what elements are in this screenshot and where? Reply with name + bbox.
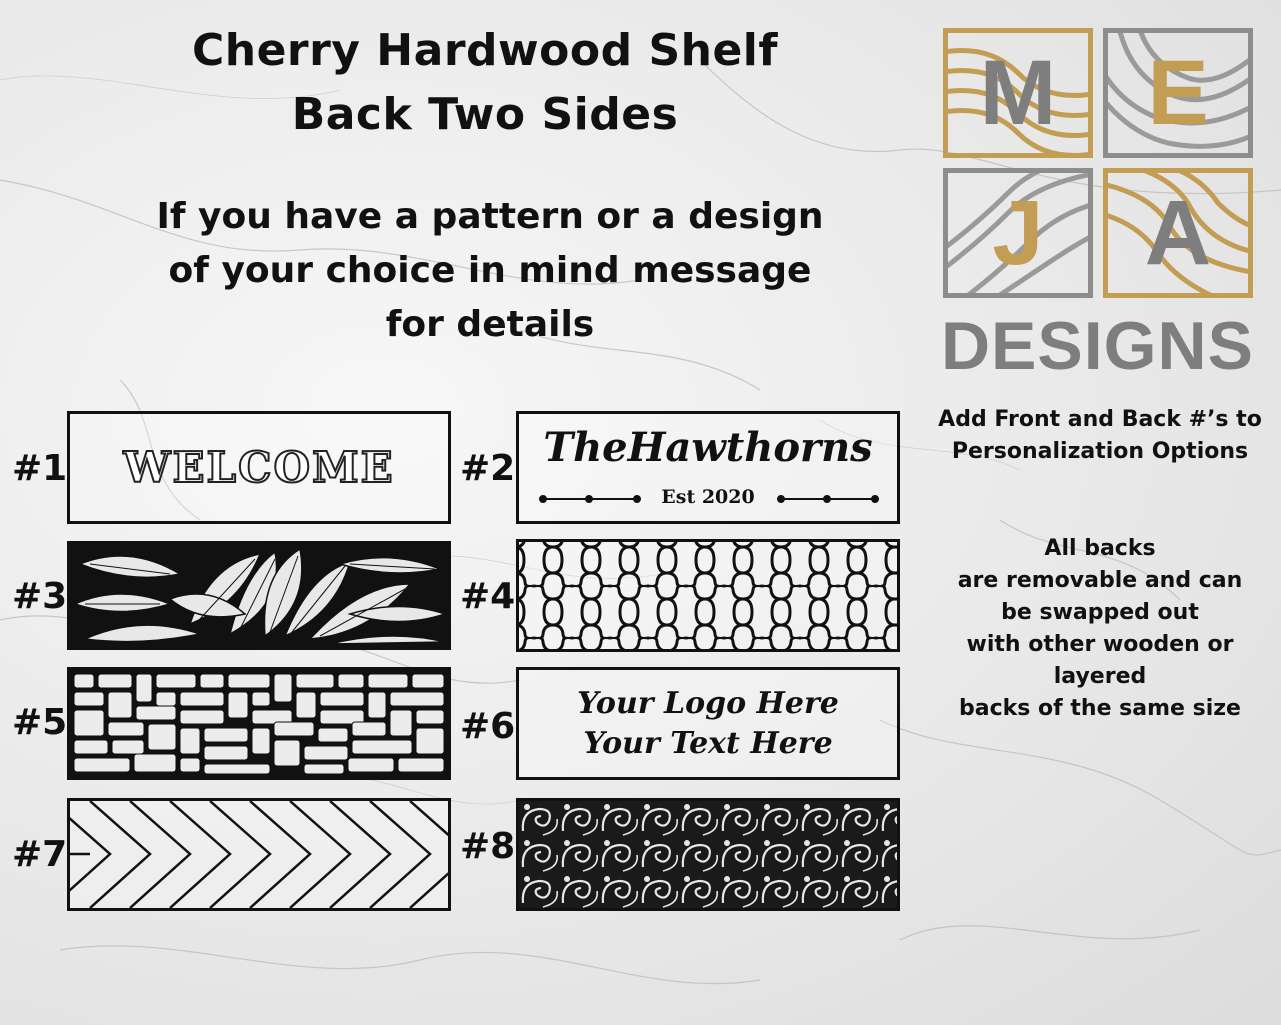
backs-line-3: be swapped out (1001, 600, 1199, 625)
welcome-text: WELCOME (123, 443, 395, 492)
message-line-2: of your choice in mind message (168, 250, 812, 291)
panel-number-4: #4 (460, 576, 516, 617)
logo-letter-m: M (979, 41, 1057, 144)
personalization-line-2: Personalization Options (951, 439, 1249, 464)
logo-tile-a (1103, 168, 1253, 298)
flower-pattern (70, 544, 448, 647)
backs-line-1: All backs (1044, 536, 1156, 561)
logo-letter-e: E (1147, 41, 1209, 144)
title-line-2: Back Two Sides (291, 89, 679, 140)
panel-family-name (516, 411, 900, 524)
text-placeholder-text: Your Text Here (583, 726, 833, 761)
panel-stone-pattern (67, 667, 451, 780)
logo-tile-m (943, 28, 1093, 158)
panel-number-5: #5 (12, 702, 68, 743)
message-line-1: If you have a pattern or a design (156, 196, 824, 237)
panel-welcome (67, 411, 451, 524)
logo-placeholder-text: Your Logo Here (577, 686, 839, 721)
meja-designs-logo (940, 25, 1260, 384)
backs-line-5: backs of the same size (959, 696, 1241, 721)
panel-filigree-pattern (516, 798, 900, 911)
personalization-line-1: Add Front and Back #’s to (938, 407, 1262, 432)
personalization-note (935, 404, 1265, 468)
panel-custom-logo (516, 667, 900, 780)
panel-number-1: #1 (12, 448, 68, 489)
herringbone-pattern (70, 801, 448, 908)
stone-pattern (70, 670, 448, 777)
backs-line-2: are removable and can (957, 568, 1243, 593)
family-name-text: TheHawthorns (543, 424, 873, 471)
logo-wordmark: DESIGNS (940, 308, 1255, 384)
lattice-pattern (519, 542, 897, 649)
logo-tile-e (1103, 28, 1253, 158)
logo-letter-j: J (992, 181, 1044, 284)
custom-design-message (150, 190, 830, 352)
panel-number-2: #2 (460, 448, 516, 489)
message-line-3: for details (385, 304, 595, 345)
panel-number-7: #7 (12, 834, 68, 875)
established-text: Est 2020 (661, 486, 755, 508)
panel-number-8: #8 (460, 826, 516, 867)
panel-lattice-pattern (516, 539, 900, 652)
title-line-1: Cherry Hardwood Shelf (191, 25, 779, 76)
panel-herringbone-pattern (67, 798, 451, 911)
panel-number-3: #3 (12, 576, 68, 617)
removable-backs-note (925, 533, 1275, 725)
panel-number-6: #6 (460, 706, 516, 747)
logo-letter-a: A (1144, 181, 1212, 284)
filigree-pattern (519, 801, 897, 908)
backs-line-4: with other wooden or layered (966, 632, 1234, 689)
logo-tile-j (943, 168, 1093, 298)
panel-flower-pattern (67, 541, 451, 650)
